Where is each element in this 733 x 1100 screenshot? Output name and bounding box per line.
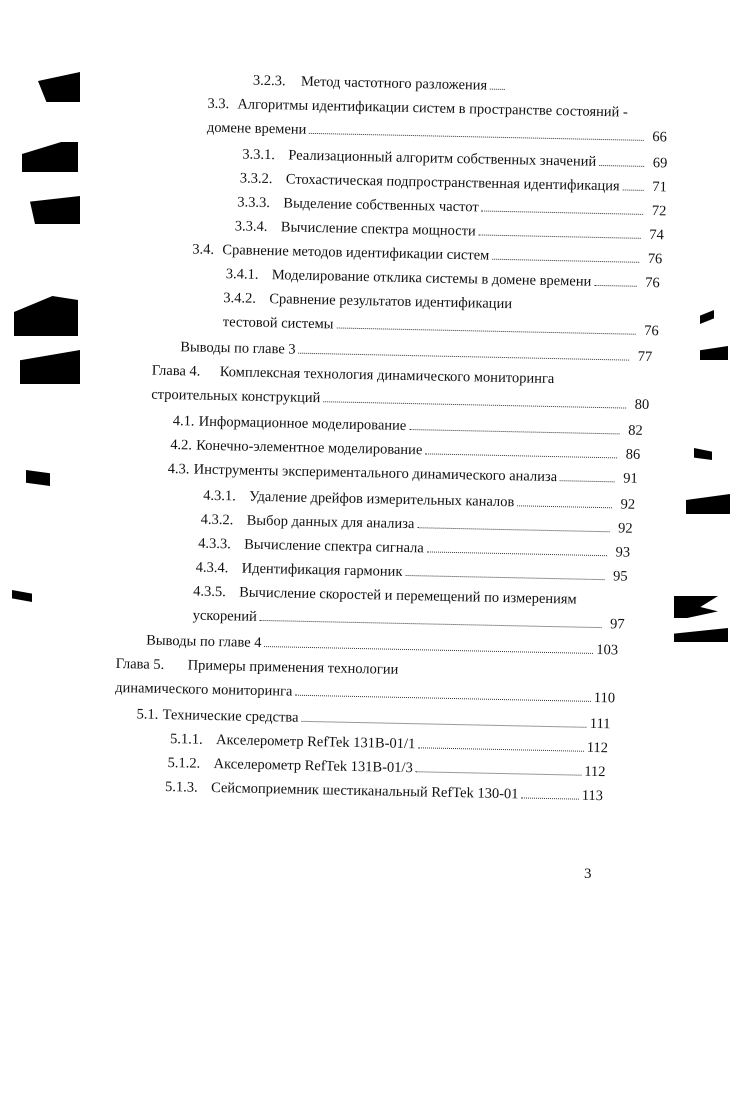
toc-entry-page: 86 [625, 446, 641, 463]
toc-entry-number: 4.3.2. [200, 511, 234, 529]
toc-entry-title: Комплексная технология динамического мониторинга [219, 364, 555, 388]
toc-entry-page: 69 [652, 155, 668, 172]
toc-entry-page: 72 [651, 203, 667, 220]
toc-leader-dots [409, 415, 620, 434]
toc-entry-page: 76 [645, 274, 660, 292]
toc-entry-page: 110 [593, 689, 616, 707]
toc-leader-dots [427, 537, 608, 556]
toc-entry-number: 3.3.4. [234, 218, 268, 236]
toc-entry-title: Сравнение результатов идентификации [269, 291, 513, 313]
toc-entry-number: 4.3.5. [193, 583, 226, 601]
toc-leader-dots [416, 757, 582, 775]
toc-entry-number: 4.3.4. [195, 559, 229, 577]
toc-entry-page: 92 [620, 496, 636, 513]
toc-entry-page: 77 [637, 348, 653, 366]
toc-entry-page: 66 [652, 129, 667, 146]
toc-entry-title: Сейсмоприемник шестиканальный RefTek 130-01 [210, 779, 519, 803]
toc-entry-number: 5.1.2. [167, 755, 201, 772]
toc-entry-number: 3.3. [207, 95, 230, 113]
toc-entry-page: 76 [644, 322, 659, 340]
toc-entry-number: 4.2. [170, 437, 193, 454]
toc-leader-dots [405, 561, 604, 580]
toc-entry-number: 3.4.1. [225, 266, 259, 283]
toc-entry-number: 3.4.2. [223, 290, 257, 307]
toc-entry-page: 74 [649, 227, 664, 244]
toc-entry-title: Выбор данных для анализа [246, 512, 415, 533]
toc-entry-number: 5.1.3. [164, 778, 198, 796]
toc-leader-dots [490, 75, 505, 90]
toc-leader-dots [299, 339, 630, 361]
toc-entry-title: Идентификация гармоник [241, 560, 403, 580]
toc-leader-dots [623, 175, 644, 190]
toc-entry [253, 70, 508, 97]
toc-entry-title: динамического мониторинга [115, 679, 293, 700]
toc-entry-page: 95 [612, 568, 628, 585]
toc-entry-title: Вычисление спектра мощности [280, 219, 476, 240]
toc-entry-page: 111 [589, 715, 611, 733]
toc-entry-title: Конечно-элементное моделирование [196, 437, 423, 459]
toc-entry-page: 82 [628, 422, 643, 439]
toc-leader-dots [264, 632, 593, 654]
toc-entry-title: Вычисление спектра сигнала [244, 536, 424, 557]
toc-entry-number: 3.3.1. [242, 146, 276, 164]
toc-leader-dots [517, 491, 612, 508]
toc-entry-number: 3.4. [192, 241, 215, 258]
toc-entry-title: Метод частотного разложения [300, 73, 488, 94]
toc-leader-dots [482, 196, 644, 214]
toc-entry-title: Технические средства [162, 706, 299, 726]
page-number: 3 [584, 866, 592, 882]
toc-entry-page: 113 [581, 787, 604, 805]
toc-entry-page: 112 [584, 763, 606, 781]
toc-entry-title: Моделирование отклика системы в домене времени [271, 267, 592, 290]
toc-entry-page: 112 [586, 739, 609, 757]
toc-entry-title: Инструменты экспериментального динамического анализа [193, 461, 558, 486]
toc-entry-page: 93 [615, 544, 631, 561]
toc-entry-page: 76 [647, 250, 663, 268]
toc-entry-page: 91 [623, 470, 638, 487]
toc-entry-number: 4.3. [167, 460, 190, 478]
toc-entry-title: Примеры применения технологии [187, 657, 399, 678]
toc-leader-dots [417, 513, 610, 532]
toc-entry-title: тестовой системы [222, 314, 334, 333]
toc-leader-dots [418, 733, 584, 751]
toc-leader-dots [599, 151, 644, 167]
toc-entry-number: 4.1. [172, 413, 195, 430]
toc-entry-number: 5.1. [136, 706, 159, 723]
toc-entry-title: ускорений [192, 607, 258, 625]
toc-entry-title: строительных конструкций [151, 386, 321, 407]
toc-entry-title: Акселерометр RefTek 131B-01/1 [215, 732, 416, 753]
toc-entry-page: 103 [596, 641, 619, 659]
toc-entry-page: 92 [617, 520, 633, 537]
toc-entry-page: 80 [634, 396, 650, 414]
toc-entry-number: Глава 4. [151, 362, 201, 380]
toc-entry-number: 3.3.2. [239, 170, 273, 188]
toc-leader-dots [594, 271, 637, 287]
toc-leader-dots [521, 783, 579, 799]
toc-entry-title: Алгоритмы идентификации систем в пространстве состояний - [237, 96, 628, 121]
toc-leader-dots [301, 707, 587, 728]
toc-entry-number: 3.2.3. [252, 72, 286, 90]
toc-leader-dots [560, 466, 615, 482]
toc-entry-number: Глава 5. [115, 655, 165, 673]
toc-entry-title: Стохастическая подпространственная идентификация [285, 171, 620, 195]
toc-entry-page: 71 [652, 179, 667, 196]
toc-entry-title: Акселерометр RefTek 131B-01/3 [213, 756, 413, 777]
toc-entry-number: 4.3.3. [198, 535, 231, 553]
toc-entry-title: Сравнение методов идентификации систем [222, 242, 490, 264]
toc-entry-title: Удаление дрейфов измерительных каналов [249, 488, 515, 511]
toc-entry-title: Выделение собственных частот [283, 195, 479, 216]
toc-leader-dots [492, 245, 639, 263]
toc-entry-number: 3.3.3. [237, 194, 271, 212]
toc-entry-title: Реализационный алгоритм собственных значений [288, 147, 597, 170]
toc-leader-dots [479, 220, 641, 238]
toc-entry-title: домене времени [206, 119, 307, 138]
toc-entry-number: 5.1.1. [169, 731, 203, 748]
toc-entry-page: 97 [609, 616, 625, 633]
toc-entry-title: Вычисление скоростей и перемещений по измерениям [239, 584, 577, 608]
toc-entry-title: Выводы по главе 4 [146, 632, 262, 651]
toc-leader-dots [425, 439, 617, 458]
toc-entry-title: Выводы по главе 3 [180, 339, 296, 358]
toc-entry-title: Информационное моделирование [198, 413, 407, 434]
toc-entry-number: 4.3.1. [203, 487, 237, 505]
